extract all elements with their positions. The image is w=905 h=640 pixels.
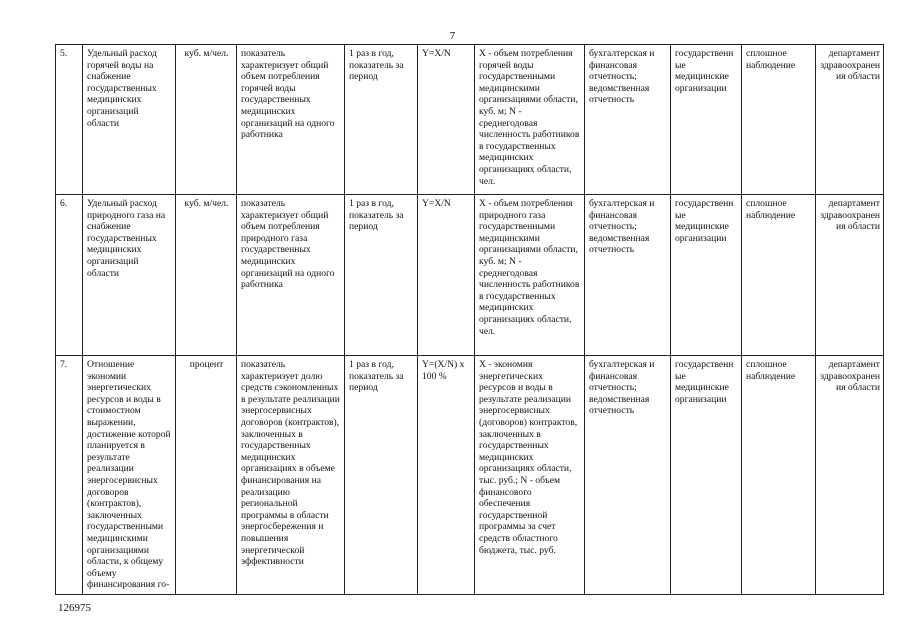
document-id: 126975 — [58, 602, 91, 614]
indicator-name: Отношение экономии энергетических ресурсов и воды в стоимостном выражении, достижение которой планируется в результате реализации энергосервисных договоров (контрактов), заключенных государственными медицинскими организациями области, к общему объему финансирования го- — [83, 356, 176, 595]
table-row — [56, 45, 884, 195]
frequency: 1 раз в год, показатель за период — [345, 356, 418, 595]
responsible: государственные медицинские организации — [671, 356, 742, 595]
frequency: 1 раз в год, показатель за период — [345, 45, 418, 195]
variables: X - объем потребления природного газа государственными медицинскими организациями области, куб. м; N - среднегодовая численность работников в государственных медицинских организациях области, чел. — [475, 195, 585, 356]
indicator-description: показатель характеризует общий объем потребления горячей воды государственных медицинских организаций на одного работника — [237, 45, 345, 195]
row-number: 6. — [56, 195, 83, 356]
formula: Y=(X/N) x 100 % — [418, 356, 475, 595]
observation-method: сплошное наблюдение — [742, 195, 816, 356]
formula: Y=X/N — [418, 195, 475, 356]
department: департамент здравоохранения области — [816, 356, 884, 595]
observation-method: сплошное наблюдение — [742, 356, 816, 595]
data-source: бухгалтерская и финансовая отчетность; ведомственная отчетность — [585, 356, 671, 595]
observation-method: сплошное наблюдение — [742, 45, 816, 195]
responsible: государственные медицинские организации — [671, 195, 742, 356]
row-number: 5. — [56, 45, 83, 195]
table-row — [56, 195, 884, 356]
data-source: бухгалтерская и финансовая отчетность; ведомственная отчетность — [585, 45, 671, 195]
frequency: 1 раз в год, показатель за период — [345, 195, 418, 356]
department: департамент здравоохранения области — [816, 195, 884, 356]
indicator-name: Удельный расход природного газа на снабжение государственных медицинских организаций области — [83, 195, 176, 356]
data-source: бухгалтерская и финансовая отчетность; ведомственная отчетность — [585, 195, 671, 356]
variables: X - экономия энергетических ресурсов и воды в результате реализации энергосервисных (договоров) контрактов, заключенных в государственных медицинских организациях области, тыс. руб.; N - объем финансового обеспечения государственной программы за счет средств областного бюджета, тыс. руб. — [475, 356, 585, 595]
indicator-name: Удельный расход горячей воды на снабжение государственных медицинских организаций области — [83, 45, 176, 195]
unit-of-measure: куб. м/чел. — [176, 195, 237, 356]
responsible: государственные медицинские организации — [671, 45, 742, 195]
department: департамент здравоохранения области — [816, 45, 884, 195]
table-row — [56, 356, 884, 595]
variables: X - объем потребления горячей воды государственными медицинскими организациями области, куб. м; N - среднегодовая численность работников в государственных медицинских организациях области, чел. — [475, 45, 585, 195]
indicator-description: показатель характеризует общий объем потребления природного газа государственных медицинских организаций на одного работника — [237, 195, 345, 356]
indicator-description: показатель характеризует долю средств сэкономленных в результате реализации энергосервисных договоров (контрактов), заключенных в государственных медицинских организациях в объеме финансирования на реализацию региональной программы в области энергосбережения и повышения энергетической эффективности — [237, 356, 345, 595]
page-number: 7 — [449, 30, 456, 42]
row-number: 7. — [56, 356, 83, 595]
indicator-table — [55, 44, 884, 595]
unit-of-measure: куб. м/чел. — [176, 45, 237, 195]
unit-of-measure: процент — [176, 356, 237, 595]
formula: Y=X/N — [418, 45, 475, 195]
